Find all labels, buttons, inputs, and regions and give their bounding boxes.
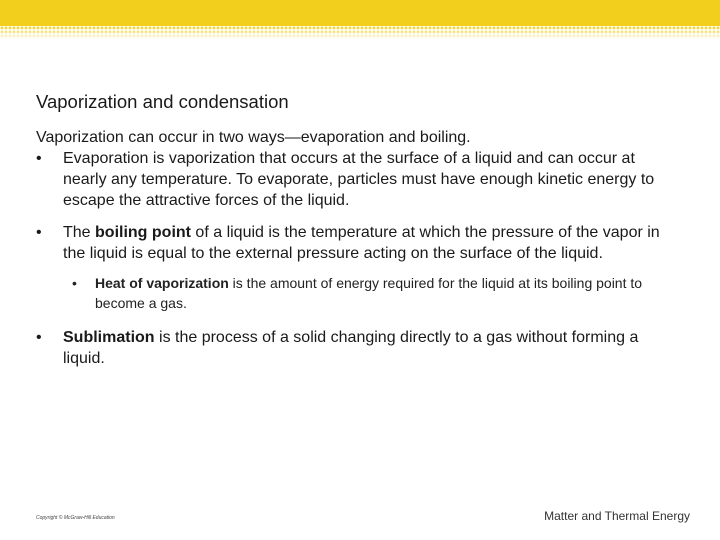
bullet-text-pre: The bbox=[63, 224, 96, 241]
header-band bbox=[0, 0, 720, 26]
bullet-term: Sublimation bbox=[63, 329, 155, 346]
bullet-text: is the process of a solid changing directly to a gas without forming a liquid. bbox=[63, 329, 639, 367]
sub-bullet-term: Heat of vaporization bbox=[95, 275, 229, 291]
footer-chapter-title: Matter and Thermal Energy bbox=[544, 509, 690, 523]
bullet-sublimation bbox=[36, 327, 676, 369]
bullet-marker: • bbox=[36, 224, 42, 241]
slide-body bbox=[36, 127, 676, 369]
bullet-marker: • bbox=[36, 329, 42, 346]
intro-text: Vaporization can occur in two ways—evaporation and boiling. bbox=[36, 129, 471, 146]
bullet-text: Evaporation is vaporization that occurs at the surface of a liquid and can occur at nearly any temperature. To evaporate, particles must have enough kinetic energy to escape the attractive forces of the liquid. bbox=[63, 150, 655, 209]
sub-bullet-heat-of-vaporization bbox=[36, 274, 676, 313]
bullet-text: of a liquid is the temperature at which the pressure of the vapor in the liquid is equal to the external pressure acting on the surface of the liquid. bbox=[63, 224, 660, 262]
header-dot-pattern bbox=[0, 26, 720, 40]
bullet-marker: • bbox=[36, 150, 42, 167]
bullet-marker: • bbox=[72, 275, 77, 291]
bullet-boiling-point bbox=[36, 222, 676, 264]
copyright-notice: Copyright © McGraw-Hill Education bbox=[36, 515, 115, 521]
bullet-term: boiling point bbox=[95, 224, 191, 241]
slide-title: Vaporization and condensation bbox=[36, 91, 289, 112]
sub-bullet-text: is the amount of energy required for the liquid at its boiling point to become a gas. bbox=[95, 275, 643, 311]
bullet-evaporation bbox=[36, 148, 676, 211]
